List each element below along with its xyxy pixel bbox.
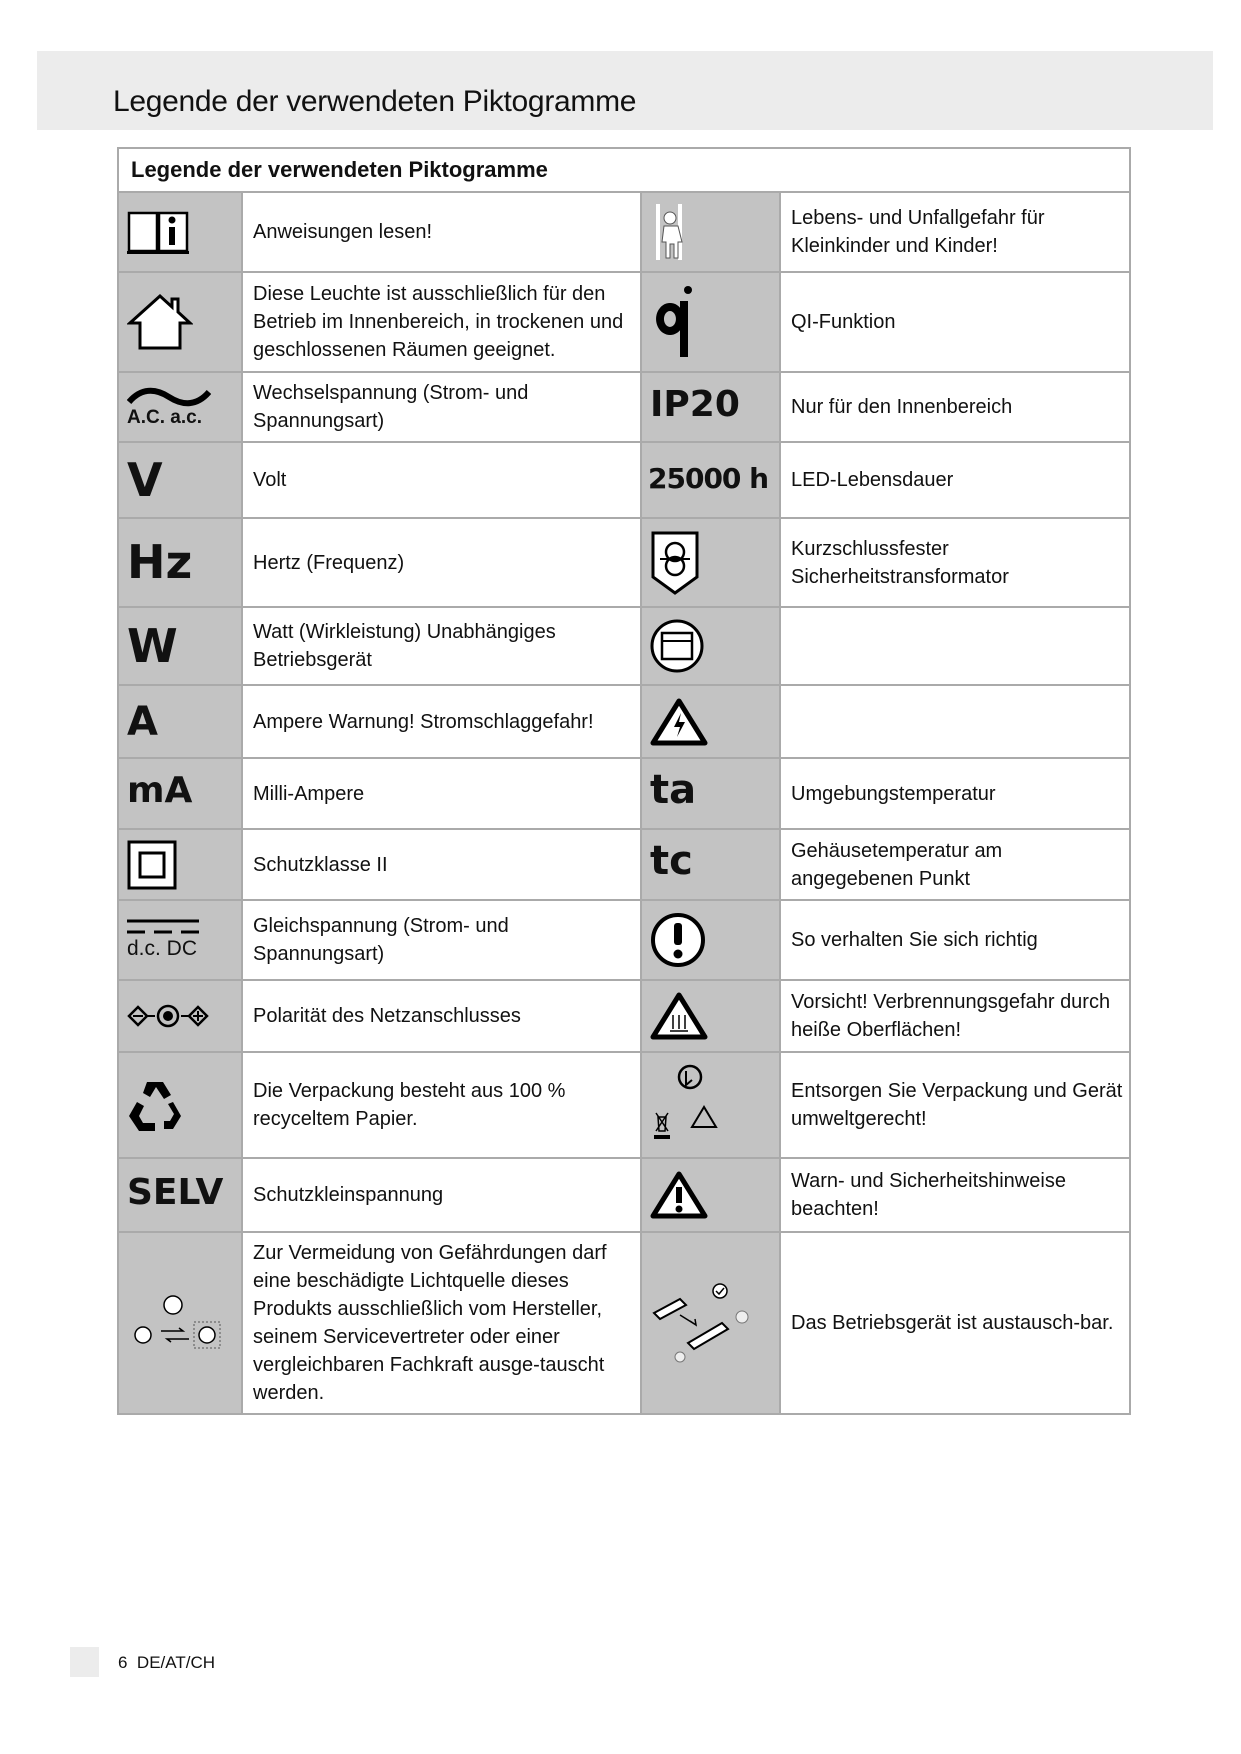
disposal-icon — [650, 1063, 779, 1147]
legend-text: Watt (Wirkleistung) Unabhängiges Betriebsgerät — [242, 607, 641, 685]
ac-wave-icon — [127, 386, 241, 408]
legend-text — [780, 607, 1130, 685]
table-row — [118, 518, 1130, 607]
legend-text: Gleichspannung (Strom- und Spannungsart) — [242, 900, 641, 980]
legend-text: Milli-Ampere — [242, 758, 641, 829]
page-title: Legende der verwendeten Piktogramme — [113, 85, 637, 118]
lifetime-label: 25000 h — [648, 461, 769, 495]
hot-surface-warning-icon — [650, 991, 779, 1041]
legend-text: Nur für den Innenbereich — [780, 372, 1130, 442]
ac-label: A.C. a.c. — [127, 407, 202, 428]
footer-marker — [70, 1647, 99, 1677]
table-row — [118, 900, 1130, 980]
table-row — [118, 1232, 1130, 1414]
legend-text: Kurzschlussfester Sicherheitstransformator — [780, 518, 1130, 607]
legend-text: Diese Leuchte ist ausschließlich für den Betrieb im Innenbereich, in trockenen und geschlossenen Räumen geeignet. — [242, 272, 641, 372]
house-icon — [127, 293, 241, 351]
pictogram-legend-table — [117, 147, 1131, 1415]
page-footer — [118, 1653, 215, 1673]
led-replace-icon — [127, 1293, 241, 1353]
legend-text — [780, 685, 1130, 758]
page-number: 6 — [118, 1653, 128, 1672]
legend-text: Vorsicht! Verbrennungsgefahr durch heiße Oberflächen! — [780, 980, 1130, 1052]
legend-text: Das Betriebsgerät ist austausch-bar. — [780, 1232, 1130, 1414]
legend-text: Gehäusetemperatur am angegebenen Punkt — [780, 829, 1130, 900]
table-row — [118, 980, 1130, 1052]
legend-text: Polarität des Netzanschlusses — [242, 980, 641, 1052]
tc-label: tc — [650, 838, 693, 884]
child-danger-icon — [650, 202, 779, 262]
legend-text: Hertz (Frequenz) — [242, 518, 641, 607]
legend-text: Schutzkleinspannung — [242, 1158, 641, 1232]
legend-text: LED-Lebensdauer — [780, 442, 1130, 518]
recycle-icon — [127, 1078, 241, 1132]
table-row — [118, 607, 1130, 685]
table-row — [118, 758, 1130, 829]
polarity-icon — [127, 1003, 241, 1029]
legend-text: Ampere Warnung! Stromschlaggefahr! — [242, 685, 641, 758]
ta-label: ta — [650, 767, 697, 813]
table-row — [118, 442, 1130, 518]
table-row — [118, 1052, 1130, 1158]
legend-text: Zur Vermeidung von Gefährdungen darf eine beschädigte Lichtquelle dieses Produkts ausschließlich vom Hersteller, seinem Servicevertreter oder einer vergleichbaren Fachkraft ausge-tauscht werden. — [242, 1232, 641, 1414]
safety-transformer-icon — [650, 530, 779, 596]
selv-label: SELV — [127, 1171, 224, 1213]
legend-text: Volt — [242, 442, 641, 518]
replaceable-gear-icon — [650, 1283, 779, 1363]
ip20-label: IP20 — [650, 383, 740, 425]
table-row — [118, 829, 1130, 900]
dc-label: d.c. DC — [127, 937, 198, 960]
table-row — [118, 192, 1130, 272]
header-band — [37, 51, 1213, 130]
legend-text: Die Verpackung besteht aus 100 % recyceltem Papier. — [242, 1052, 641, 1158]
protection-class-2-icon — [127, 840, 241, 890]
legend-text: Lebens- und Unfallgefahr für Kleinkinder und Kinder! — [780, 192, 1130, 272]
electric-shock-warning-icon — [650, 697, 779, 747]
exclamation-circle-icon — [650, 912, 779, 968]
table-row — [118, 685, 1130, 758]
independent-ballast-icon — [650, 617, 779, 675]
watt-label: W — [127, 618, 178, 673]
legend-text: QI-Funktion — [780, 272, 1130, 372]
table-row — [118, 372, 1130, 442]
legend-text: Schutzklasse II — [242, 829, 641, 900]
volt-label: V — [127, 452, 163, 507]
table-row — [118, 272, 1130, 372]
legend-text: Anweisungen lesen! — [242, 192, 641, 272]
table-title: Legende der verwendeten Piktogramme — [118, 148, 1130, 192]
legend-text: Umgebungstemperatur — [780, 758, 1130, 829]
hertz-label: Hz — [127, 535, 193, 589]
milliampere-label: mA — [127, 770, 193, 811]
legend-text: So verhalten Sie sich richtig — [780, 900, 1130, 980]
region-label: DE/AT/CH — [136, 1653, 215, 1672]
book-info-icon — [127, 209, 241, 255]
qi-icon — [650, 285, 779, 359]
ampere-label: A — [127, 698, 158, 745]
legend-text: Wechselspannung (Strom- und Spannungsart) — [242, 372, 641, 442]
warning-triangle-icon — [650, 1170, 779, 1220]
legend-text: Warn- und Sicherheitshinweise beachten! — [780, 1158, 1130, 1232]
legend-text: Entsorgen Sie Verpackung und Gerät umweltgerecht! — [780, 1052, 1130, 1158]
table-row — [118, 1158, 1130, 1232]
dc-icon — [127, 918, 241, 936]
